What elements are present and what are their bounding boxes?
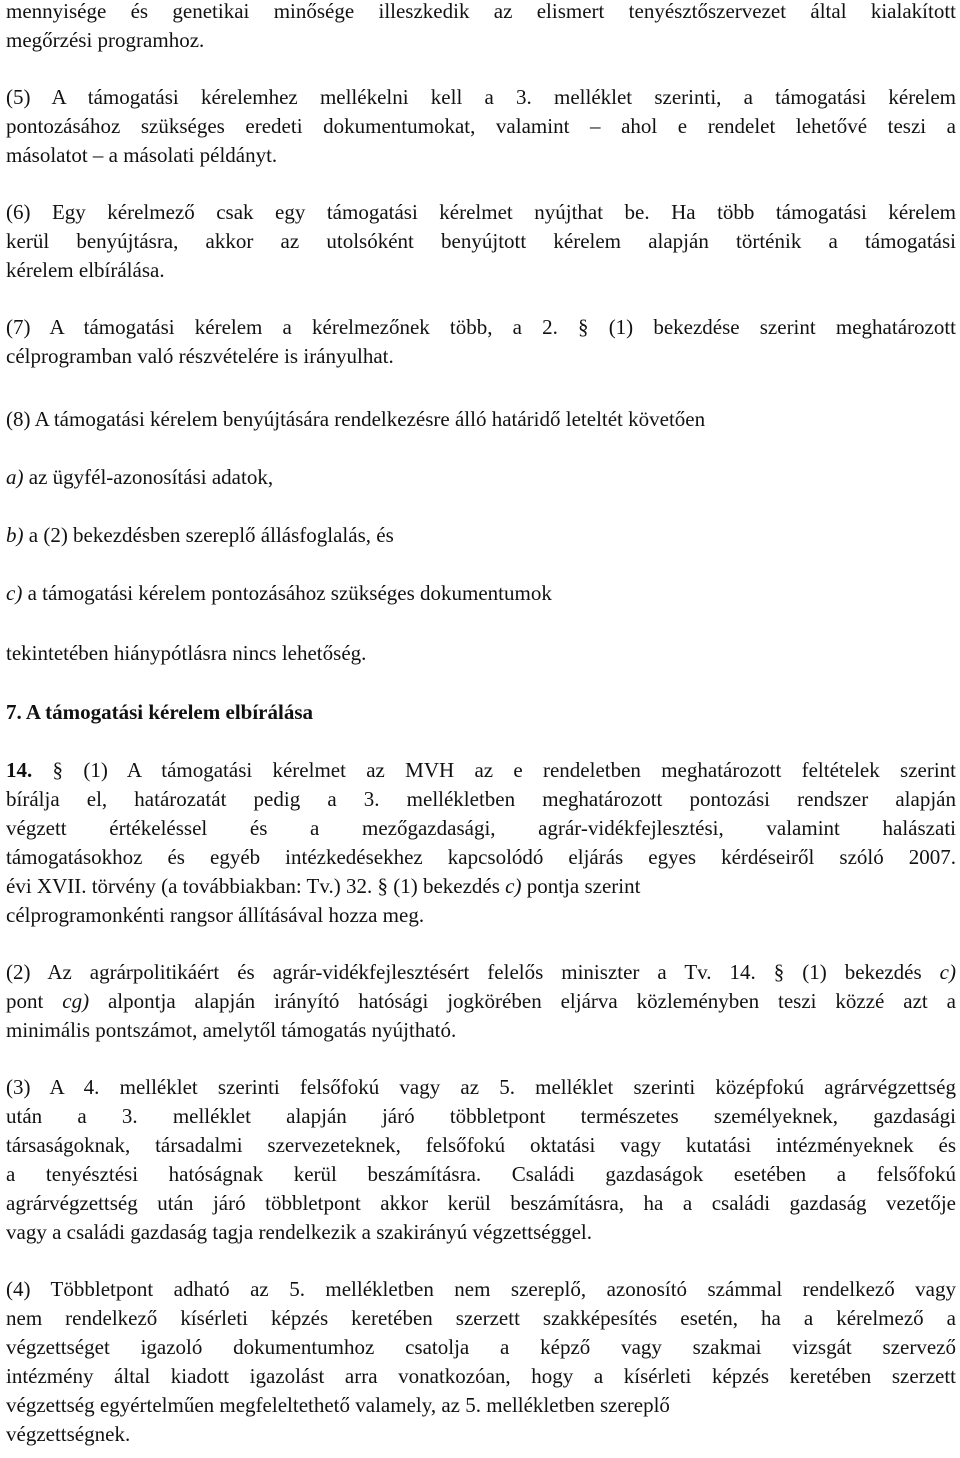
list-item-c	[6, 579, 552, 608]
paragraph-3-line: agrárvégzettség után járó többletpont akkor kerül beszámításra, ha a családi gazdaság vezetője	[6, 1191, 956, 1215]
section-14-line: végzett értékeléssel és a mezőgazdasági, agrár-vidékfejlesztési, valamint halászati	[6, 816, 956, 840]
text-line: mennyisége és genetikai minősége illeszkedik az elismert tenyésztőszervezet által kialakított	[6, 0, 956, 23]
list-marker-a: a)	[6, 465, 24, 489]
paragraph-3-line: társaságoknak, társadalmi szervezeteknek, felsőfokú oktatási vagy kutatási intézményeknek és	[6, 1133, 956, 1157]
paragraph-7-line: célprogramban való részvételére is irányulhat.	[6, 344, 394, 368]
list-marker-b: b)	[6, 523, 24, 547]
paragraph-2-line: pont cg) alpontja alapján irányító hatósági jogkörében eljárva közleményben teszi közzé azt a	[6, 989, 956, 1013]
paragraph-8-intro: (8) A támogatási kérelem benyújtására rendelkezésre álló határidő leteltét követően	[6, 407, 706, 431]
paragraph-8-outro: tekintetében hiánypótlásra nincs lehetőség.	[6, 641, 367, 665]
section-number: 14.	[6, 758, 33, 782]
section-14-line: támogatásokhoz és egyéb intézkedésekhez kapcsolódó eljárás egyes kérdéseiről szóló 2007.	[6, 845, 956, 869]
paragraph-3-line: után a 3. melléklet alapján járó többletpont természetes személyeknek, gazdasági	[6, 1104, 956, 1128]
text-line: megőrzési programhoz.	[6, 28, 205, 52]
paragraph-2-line: (2) Az agrárpolitikáért és agrár-vidékfejlesztésért felelős miniszter a Tv. 14. § (1) bekezdés c)	[6, 960, 956, 984]
paragraph-4-line: végzettséget igazoló dokumentumhoz csatolja a képző vagy szakmai vizsgát szervező	[6, 1335, 956, 1359]
paragraph-4-line: végzettségnek.	[6, 1422, 131, 1446]
paragraph-2-line: minimális pontszámot, amelytől támogatás nyújtható.	[6, 1018, 457, 1042]
paragraph-4-line: végzettség egyértelműen megfeleltethető valamely, az 5. mellékletben szereplő	[6, 1393, 670, 1417]
list-marker-c: c)	[6, 581, 23, 605]
paragraph-7-line: (7) A támogatási kérelem a kérelmezőnek több, a 2. § (1) bekezdése szerint meghatározott	[6, 315, 956, 339]
section-14-line: 14. § (1) A támogatási kérelmet az MVH az e rendeletben meghatározott feltételek szerint	[6, 758, 956, 782]
paragraph-4-line: (4) Többletpont adható az 5. mellékletben nem szereplő, azonosító számmal rendelkező vagy	[6, 1277, 956, 1301]
paragraph-4-line: intézmény által kiadott igazolást arra vonatkozóan, hogy a kísérleti képzés keretében szerzett	[6, 1364, 956, 1388]
section-heading: 7. A támogatási kérelem elbírálása	[6, 700, 313, 724]
section-14-line: évi XVII. törvény (a továbbiakban: Tv.) 32. § (1) bekezdés c) pontja szerint	[6, 874, 641, 898]
section-14-line: bírálja el, határozatát pedig a 3. mellékletben meghatározott pontozási rendszer alapján	[6, 787, 956, 811]
list-item-a	[6, 463, 273, 492]
paragraph-5-line: pontozásához szükséges eredeti dokumentumokat, valamint – ahol e rendelet lehetővé teszi a	[6, 114, 956, 138]
paragraph-3-line: (3) A 4. melléklet szerinti felsőfokú vagy az 5. melléklet szerinti középfokú agrárvégzettség	[6, 1075, 956, 1099]
list-text-a: az ügyfél-azonosítási adatok,	[23, 465, 274, 489]
paragraph-6-line: kerül benyújtásra, akkor az utolsóként benyújtott kérelem alapján történik a támogatási	[6, 229, 956, 253]
paragraph-4-line: nem rendelkező kísérleti képzés keretében szerzett szakképesítés esetén, ha a kérelmező a	[6, 1306, 956, 1330]
list-text-c: a támogatási kérelem pontozásához szükséges dokumentumok	[22, 581, 552, 605]
list-item-b	[6, 521, 394, 550]
paragraph-6-line: kérelem elbírálása.	[6, 258, 165, 282]
paragraph-3-line: a tenyésztési hatóságnak kerül beszámításra. Családi gazdaságok esetében a felsőfokú	[6, 1162, 956, 1186]
paragraph-5-line: (5) A támogatási kérelemhez mellékelni kell a 3. melléklet szerinti, a támogatási kérelem	[6, 85, 956, 109]
paragraph-3-line: vagy a családi gazdaság tagja rendelkezik a szakirányú végzettséggel.	[6, 1220, 592, 1244]
section-14-line: célprogramonkénti rangsor állításával hozza meg.	[6, 903, 425, 927]
paragraph-5-line: másolatot – a másolati példányt.	[6, 143, 278, 167]
paragraph-6-line: (6) Egy kérelmező csak egy támogatási kérelmet nyújthat be. Ha több támogatási kérelem	[6, 200, 956, 224]
list-text-b: a (2) bekezdésben szereplő állásfoglalás, és	[23, 523, 394, 547]
